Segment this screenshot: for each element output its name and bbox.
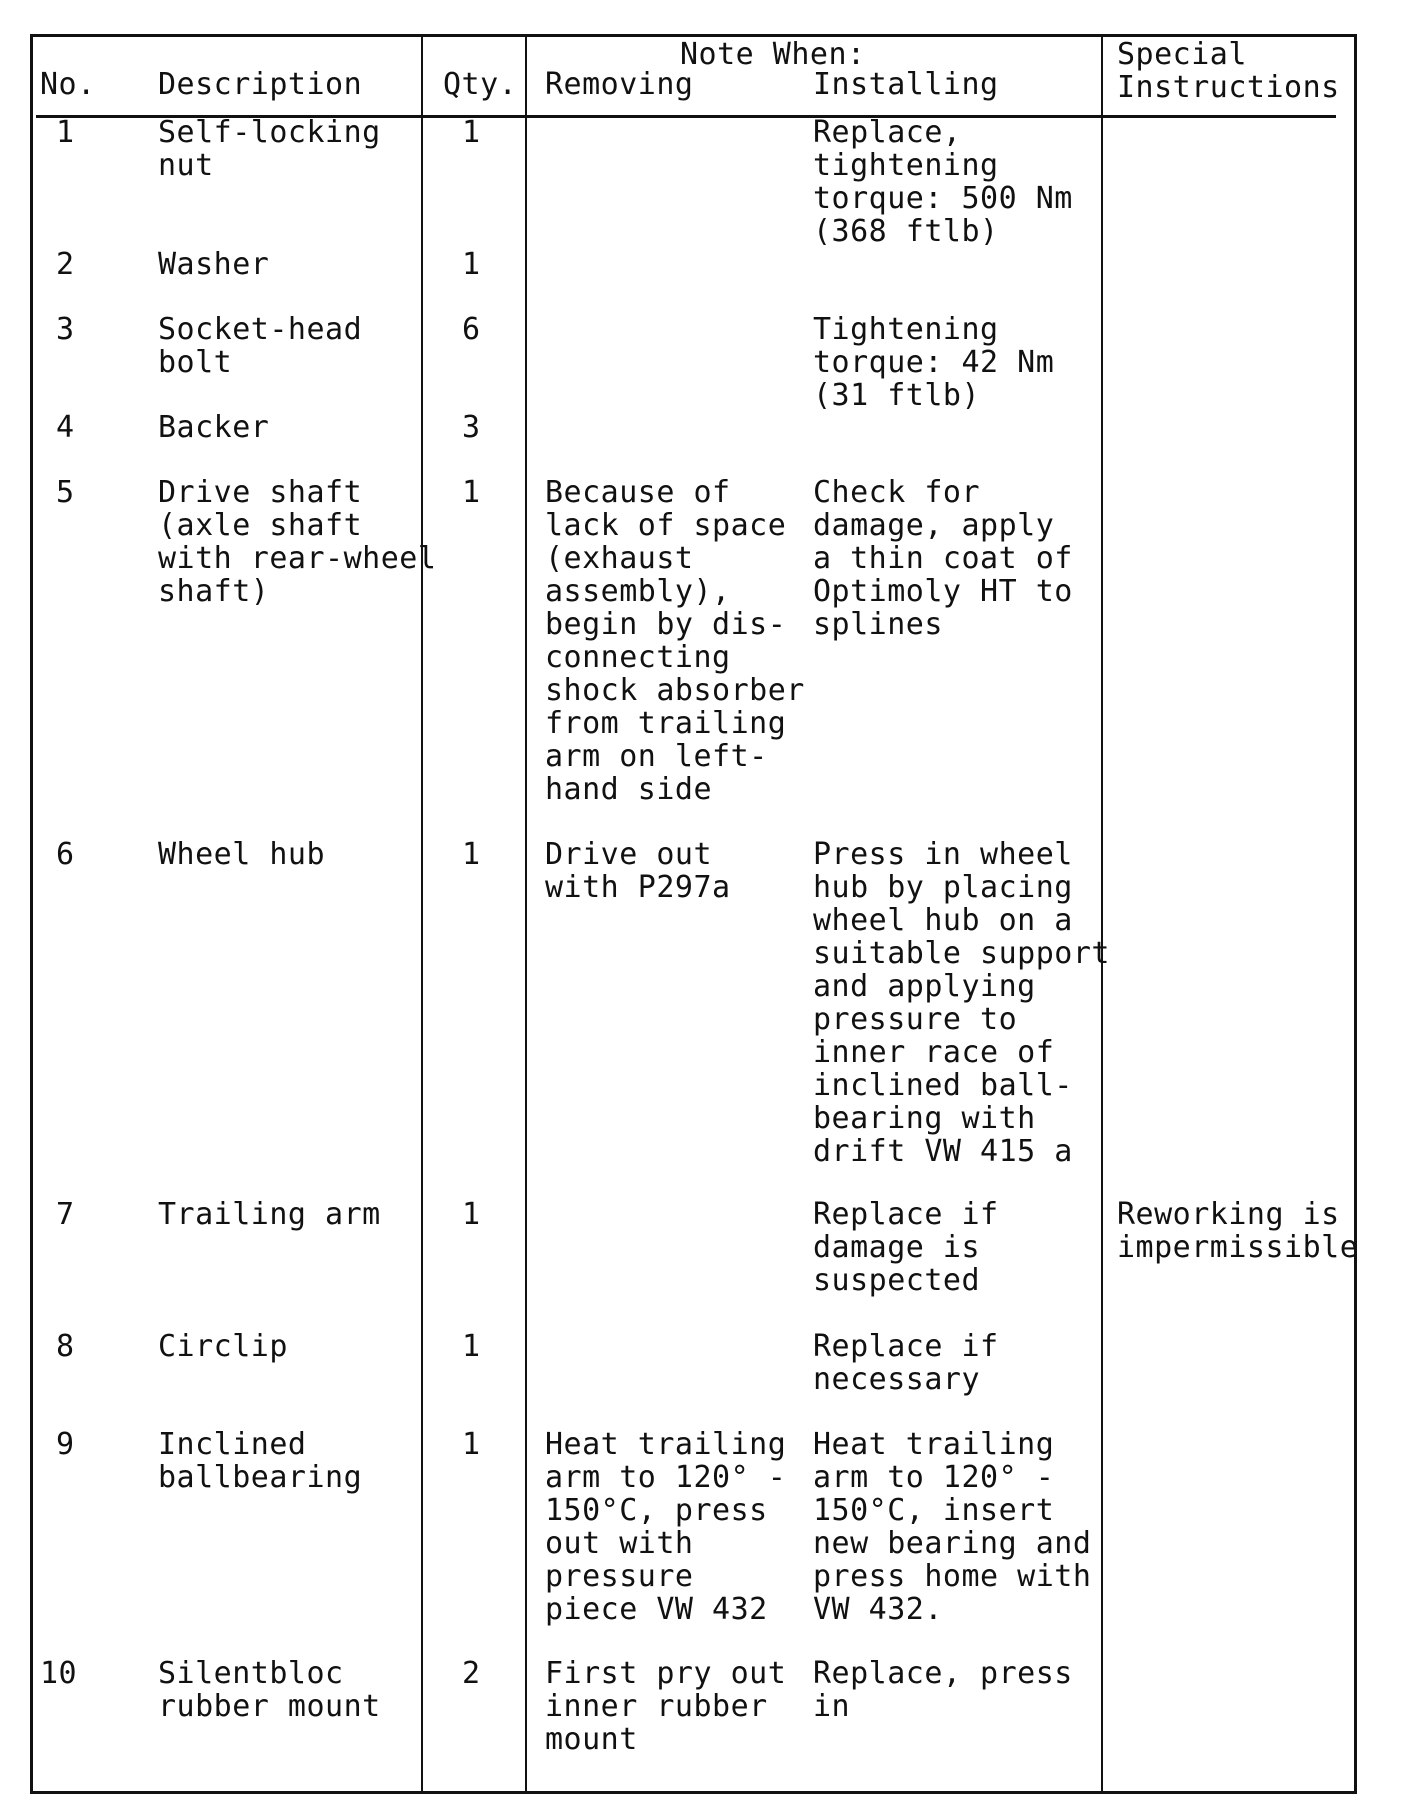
table-right-rule: [1354, 34, 1357, 1794]
table-row-5-description: Drive shaft (axle shaft with rear-wheel shaft): [158, 475, 437, 609]
table-row-2-description: Washer: [158, 247, 270, 282]
table-row-6-no: 6: [56, 837, 75, 872]
table-row-8-no: 8: [56, 1329, 75, 1364]
table-row-4-description: Backer: [158, 410, 270, 445]
table-row-6-description: Wheel hub: [158, 837, 326, 872]
table-row-6-qty: 1: [462, 837, 481, 872]
header-installing: Installing: [813, 67, 999, 102]
table-row-10-removing: First pry out inner rubber mount: [545, 1656, 787, 1757]
table-row-5-no: 5: [56, 475, 75, 510]
table-row-8-description: Circlip: [158, 1329, 288, 1364]
table-row-10-installing: Replace, press in: [813, 1656, 1073, 1724]
table-row-7-description: Trailing arm: [158, 1197, 381, 1232]
header-description: Description: [158, 67, 363, 102]
header-qty: Qty.: [443, 67, 518, 102]
header-special-instructions: Special Instructions: [1117, 37, 1340, 105]
table-row-9-no: 9: [56, 1427, 75, 1462]
table-row-5-removing: Because of lack of space (exhaust assembly), begin by dis- connecting shock absorber from trailing arm on left- hand side: [545, 475, 805, 807]
table-row-3-no: 3: [56, 312, 75, 347]
table-row-9-description: Inclined ballbearing: [158, 1427, 363, 1495]
header-removing: Removing: [545, 67, 694, 102]
col-divider-qty-removing: [525, 34, 527, 1794]
table-row-10-no: 10: [40, 1656, 78, 1691]
table-row-6-removing: Drive out with P297a: [545, 837, 731, 905]
header-note-when: Note When:: [680, 37, 866, 72]
table-bottom-rule: [30, 1791, 1357, 1794]
table-row-7-installing: Replace if damage is suspected: [813, 1197, 999, 1298]
table-row-5-qty: 1: [462, 475, 481, 510]
table-row-9-qty: 1: [462, 1427, 481, 1462]
table-row-7-no: 7: [56, 1197, 75, 1232]
header-no: No.: [40, 67, 96, 102]
table-row-7-special: Reworking is impermissible: [1117, 1197, 1359, 1265]
table-row-10-qty: 2: [462, 1656, 481, 1691]
table-row-4-no: 4: [56, 410, 75, 445]
table-row-1-qty: 1: [462, 115, 481, 150]
table-row-8-qty: 1: [462, 1329, 481, 1364]
table-row-5-installing: Check for damage, apply a thin coat of Optimoly HT to splines: [813, 475, 1073, 642]
table-row-9-installing: Heat trailing arm to 120° - 150°C, insert new bearing and press home with VW 432.: [813, 1427, 1092, 1627]
table-row-3-qty: 6: [462, 312, 481, 347]
table-row-10-description: Silentbloc rubber mount: [158, 1656, 381, 1724]
table-row-1-description: Self-locking nut: [158, 115, 381, 183]
table-row-1-no: 1: [56, 115, 75, 150]
table-row-3-description: Socket-head bolt: [158, 312, 363, 380]
table-left-rule: [30, 34, 33, 1794]
table-row-9-removing: Heat trailing arm to 120° - 150°C, press out with pressure piece VW 432: [545, 1427, 787, 1627]
table-row-7-qty: 1: [462, 1197, 481, 1232]
table-row-1-installing: Replace, tightening torque: 500 Nm (368 ftlb): [813, 115, 1073, 249]
table-row-6-installing: Press in wheel hub by placing wheel hub on a suitable support and applying pressure to inner race of inclined ball- bearing with drift VW 415 a: [813, 837, 1110, 1169]
col-divider-description-qty: [421, 34, 423, 1794]
table-row-3-installing: Tightening torque: 42 Nm (31 ftlb): [813, 312, 1055, 413]
table-row-2-no: 2: [56, 247, 75, 282]
table-row-2-qty: 1: [462, 247, 481, 282]
table-row-4-qty: 3: [462, 410, 481, 445]
table-row-8-installing: Replace if necessary: [813, 1329, 999, 1397]
